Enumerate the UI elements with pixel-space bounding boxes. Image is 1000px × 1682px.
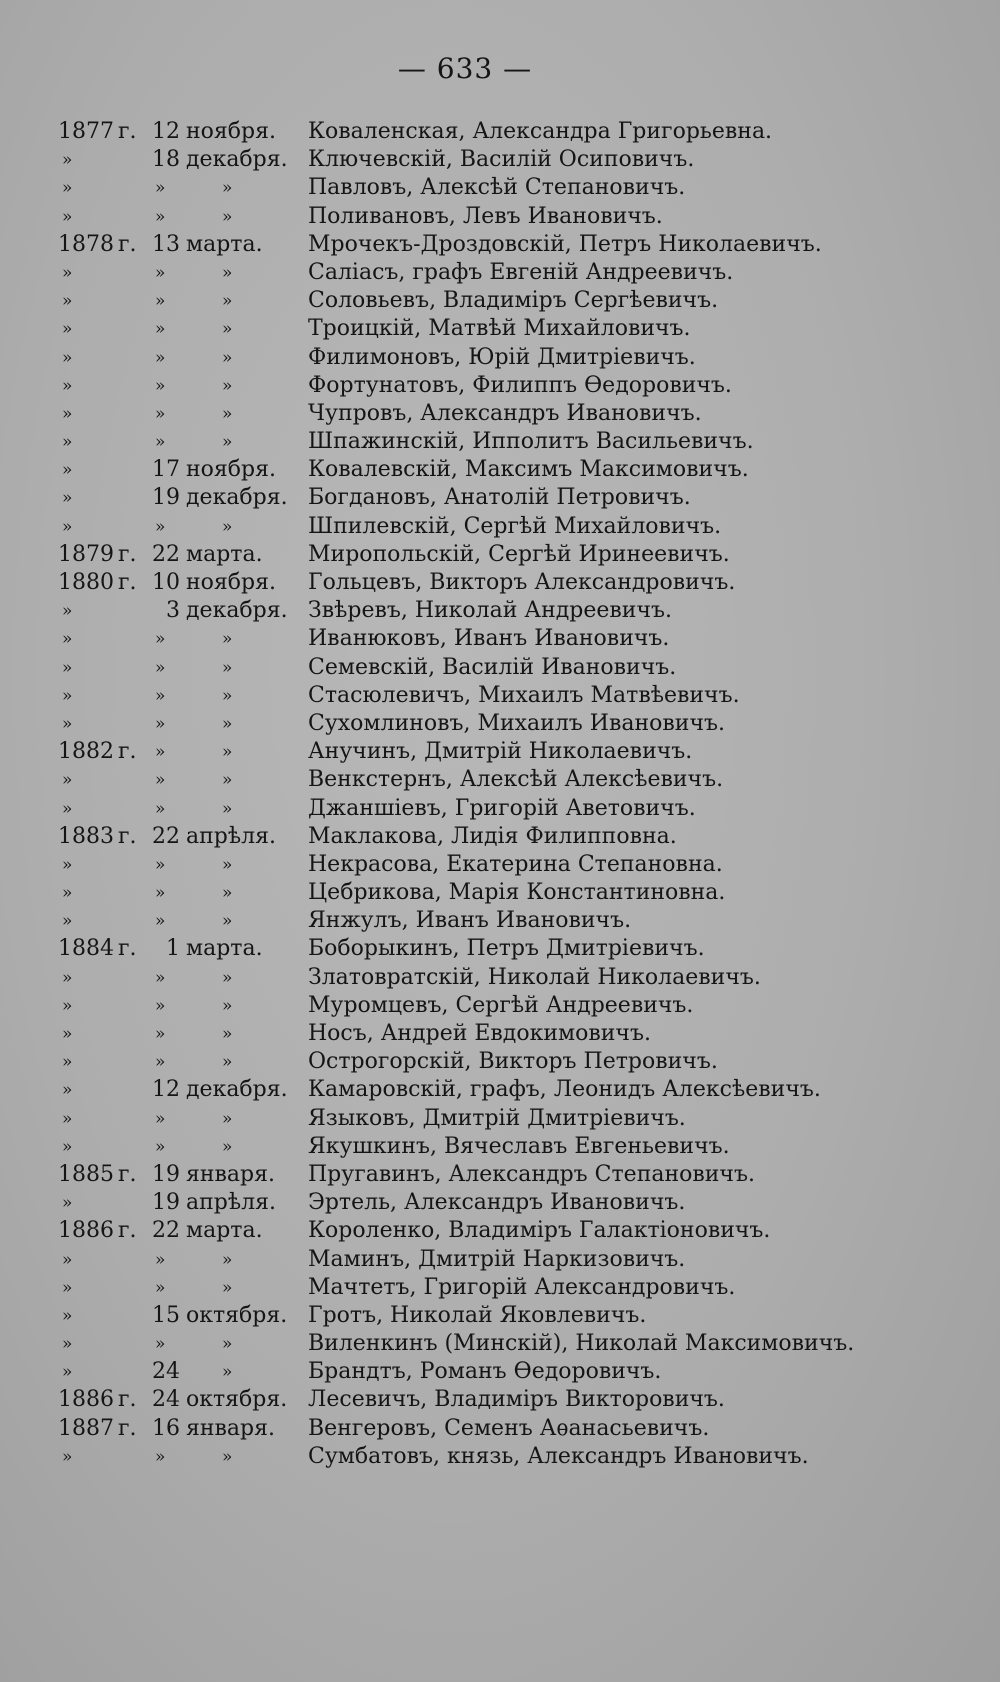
entry-year: » [62,1277,73,1298]
entry-month: » [222,1024,233,1044]
entry-day: » [155,403,166,424]
entry-name: Боборыкинъ, Петръ Дмитріевичъ. [308,936,705,962]
entry-year: » [62,460,73,481]
entry-name: Маминъ, Дмитрій Наркизовичъ. [308,1246,686,1272]
entry-year: » [62,1334,73,1355]
entry-month: ноября. [186,457,276,483]
list-item [0,1302,1000,1330]
entry-day: » [155,967,166,988]
list-item [0,1133,1000,1161]
entry-name: Виленкинъ (Минскій), Николай Максимовичъ. [308,1331,855,1357]
entry-g: г. [118,1161,137,1187]
entry-day: 12 [152,119,180,144]
entry-year: » [62,1052,73,1073]
entry-month: » [222,995,233,1016]
entry-day: » [155,798,166,819]
entry-day: » [155,178,166,199]
entry-month: января. [186,1415,275,1441]
entry-month: » [222,967,233,988]
entry-day: 18 [152,147,180,173]
entry-month: » [222,319,233,340]
entry-year: 1879 [58,541,114,567]
entry-name: Короленко, Владиміръ Галактіоновичъ. [308,1218,771,1244]
entry-year: » [62,347,73,368]
entry-year: » [62,1193,73,1214]
entry-year: 1880 [58,570,114,595]
entry-name: Ключевскій, Василій Осиповичъ. [308,147,695,173]
entry-month: » [222,1362,233,1383]
entry-day: » [155,911,166,932]
entry-day: » [155,516,166,537]
entry-name: Эртель, Александръ Ивановичъ. [308,1190,686,1216]
entry-year: » [62,1249,73,1270]
entry-day: » [155,1108,166,1129]
entry-day: » [155,1052,166,1073]
entry-g: г. [118,739,137,765]
list-item [0,823,1000,851]
entry-month: » [222,1249,233,1270]
entry-g: г. [118,1387,137,1413]
entry-month: » [222,347,233,368]
entry-year: 1883 [58,823,114,849]
list-item [0,1048,1000,1076]
list-item [0,569,1000,597]
entry-name: Джаншіевъ, Григорій Аветовичъ. [308,795,696,821]
list-item [0,456,1000,484]
entry-year: » [62,291,73,312]
list-item [0,992,1000,1020]
entry-name: Сумбатовъ, князь, Александръ Ивановичъ. [308,1443,809,1469]
entry-name: Носъ, Андрей Евдокимовичъ. [308,1021,651,1046]
entry-month: декабря. [186,1077,288,1103]
entry-month: » [222,375,233,396]
entry-day: » [155,742,166,763]
entry-name: Чупровъ, Александръ Ивановичъ. [308,400,702,426]
entry-year: 1877 [58,119,114,144]
entry-day: » [155,995,166,1016]
list-item [0,541,1000,569]
entry-name: Коваленская, Александра Григорьевна. [308,119,773,144]
entry-day: 17 [152,457,180,483]
entry-day: 16 [152,1415,180,1441]
list-item [0,682,1000,710]
entry-year: 1886 [58,1218,114,1244]
entry-name: Иванюковъ, Иванъ Ивановичъ. [308,626,670,652]
page-number: — 633 — [397,52,533,85]
list-item [0,1246,1000,1274]
list-item [0,231,1000,259]
entry-month: » [222,1334,233,1355]
entry-name: Стасюлевичъ, Михаилъ Матвѣевичъ. [308,682,740,708]
list-item [0,1076,1000,1104]
entry-year: » [62,798,73,819]
entry-name: Мачтетъ, Григорій Александровичъ. [308,1274,736,1300]
entry-g: г. [118,823,137,849]
list-item [0,879,1000,907]
entry-year: 1882 [58,739,114,765]
entry-day: » [155,854,166,875]
entry-year: » [62,516,73,537]
list-item [0,654,1000,682]
list-item [0,1415,1000,1443]
entry-year: 1878 [58,231,114,257]
entry-day: » [155,883,166,904]
entry-month: » [222,629,233,650]
entry-name: Острогорскій, Викторъ Петровичъ. [308,1049,718,1075]
list-item [0,1274,1000,1302]
entry-day: » [155,375,166,396]
list-item [0,1358,1000,1386]
list-item [0,1161,1000,1189]
entry-name: Поливановъ, Левъ Ивановичъ. [308,203,663,229]
entry-month: марта. [186,936,263,962]
entry-day: » [155,629,166,650]
entry-day: 19 [152,485,180,511]
entry-month: » [222,798,233,819]
entry-month: » [222,1108,233,1129]
entry-year: » [62,206,73,227]
list-item [0,1386,1000,1414]
entry-name: Цебрикова, Марія Константиновна. [308,880,726,906]
entry-month: » [222,1277,233,1298]
entry-day: 24 [152,1387,180,1413]
list-item [0,907,1000,935]
entry-year: » [62,178,73,199]
entry-month: » [222,854,233,875]
member-list [0,118,1000,1471]
entry-g: г. [118,1218,137,1244]
entry-year: » [62,432,73,453]
entry-day: » [155,347,166,368]
entry-year: 1884 [58,936,114,962]
list-item [0,259,1000,287]
entry-name: Лесевичъ, Владиміръ Викторовичъ. [308,1387,725,1413]
entry-month: » [222,742,233,763]
entry-day: 1 [166,936,180,962]
entry-name: Брандтъ, Романъ Ѳедоровичъ. [308,1359,662,1385]
entry-month: » [222,403,233,424]
list-item [0,513,1000,541]
entry-g: г. [118,119,137,144]
entry-day: 10 [152,570,180,595]
entry-year: » [62,1446,73,1467]
entry-name: Гротъ, Николай Яковлевичъ. [308,1302,647,1328]
entry-day: 24 [152,1359,180,1385]
entry-year: » [62,883,73,904]
entry-day: » [155,206,166,227]
entry-year: » [62,375,73,396]
entry-year: » [62,1305,73,1326]
entry-month: октября. [186,1302,288,1328]
entry-day: 13 [152,231,180,257]
entry-day: » [155,1136,166,1157]
list-item [0,1330,1000,1358]
entry-month: » [222,432,233,453]
entry-name: Звѣревъ, Николай Андреевичъ. [308,598,672,624]
entry-name: Венгеровъ, Семенъ Аѳанасьевичъ. [308,1415,710,1441]
entry-name: Фортунатовъ, Филиппъ Ѳедоровичъ. [308,372,732,398]
entry-name: Шпилевскій, Сергѣй Михайловичъ. [308,513,722,539]
entry-month: декабря. [186,485,288,511]
list-item [0,1189,1000,1217]
entry-year: » [62,319,73,340]
entry-day: » [155,657,166,678]
list-item [0,146,1000,174]
entry-month: декабря. [186,598,288,624]
entry-month: января. [186,1161,275,1187]
entry-name: Троицкій, Матвѣй Михайловичъ. [308,316,691,342]
entry-g: г. [118,1415,137,1441]
entry-month: » [222,657,233,678]
entry-year: » [62,713,73,734]
entry-year: » [62,1362,73,1383]
entry-day: » [155,291,166,312]
entry-name: Павловъ, Алексѣй Степановичъ. [308,175,686,201]
entry-day: » [155,262,166,283]
entry-month: » [222,262,233,283]
list-item [0,851,1000,879]
entry-year: » [62,1024,73,1044]
list-item [0,372,1000,400]
entry-month: » [222,1052,233,1073]
entry-month: ноября. [186,570,276,595]
entry-month: апрѣля. [186,823,276,849]
list-item [0,118,1000,146]
entry-day: » [155,685,166,706]
entry-year: » [62,1108,73,1129]
entry-month: » [222,1446,233,1467]
entry-month: » [222,291,233,312]
entry-day: 19 [152,1190,180,1216]
entry-month: » [222,685,233,706]
entry-year: 1886 [58,1387,114,1413]
entry-day: 15 [152,1302,180,1328]
list-item [0,287,1000,315]
entry-name: Шпажинскій, Ипполитъ Васильевичъ. [308,429,754,455]
entry-month: » [222,883,233,904]
entry-month: октября. [186,1387,288,1413]
list-item [0,597,1000,625]
entry-month: марта. [186,231,263,257]
entry-name: Якушкинъ, Вячеславъ Евгеньевичъ. [308,1133,730,1159]
entry-name: Златовратскій, Николай Николаевичъ. [308,964,761,990]
entry-name: Ковалевскій, Максимъ Максимовичъ. [308,457,749,483]
entry-name: Анучинъ, Дмитрій Николаевичъ. [308,739,693,765]
list-item [0,625,1000,653]
entry-name: Мрочекъ-Дроздовскій, Петръ Николаевичъ. [308,231,822,257]
list-item [0,795,1000,823]
list-item [0,935,1000,963]
list-item [0,738,1000,766]
entry-month: марта. [186,541,263,567]
list-item [0,203,1000,231]
list-item [0,1020,1000,1048]
entry-name: Миропольскій, Сергѣй Иринеевичъ. [308,541,730,567]
entry-year: » [62,685,73,706]
entry-name: Языковъ, Дмитрій Дмитріевичъ. [308,1105,686,1131]
list-item [0,315,1000,343]
entry-name: Янжулъ, Иванъ Ивановичъ. [308,908,632,934]
entry-month: » [222,770,233,791]
entry-name: Филимоновъ, Юрій Дмитріевичъ. [308,344,696,370]
entry-year: » [62,967,73,988]
entry-month: ноября. [186,119,276,144]
entry-year: » [62,403,73,424]
list-item [0,1217,1000,1245]
entry-year: » [62,1080,73,1101]
entry-name: Гольцевъ, Викторъ Александровичъ. [308,570,736,595]
list-item [0,344,1000,372]
entry-month: » [222,206,233,227]
entry-year: » [62,854,73,875]
entry-month: » [222,1136,233,1157]
entry-year: » [62,911,73,932]
entry-day: 22 [152,823,180,849]
entry-year: » [62,150,73,171]
entry-g: г. [118,936,137,962]
entry-year: 1885 [58,1161,114,1187]
entry-g: г. [118,541,137,567]
entry-year: » [62,770,73,791]
entry-day: » [155,1334,166,1355]
entry-name: Пругавинъ, Александръ Степановичъ. [308,1161,755,1187]
entry-day: 22 [152,541,180,567]
entry-year: » [62,262,73,283]
entry-day: » [155,713,166,734]
entry-day: » [155,1024,166,1044]
entry-name: Сухомлиновъ, Михаилъ Ивановичъ. [308,710,725,736]
entry-day: » [155,319,166,340]
entry-month: » [222,713,233,734]
list-item [0,710,1000,738]
entry-name: Маклакова, Лидія Филипповна. [308,823,677,849]
entry-year: » [62,657,73,678]
entry-year: » [62,629,73,650]
entry-month: марта. [186,1218,263,1244]
entry-name: Камаровскій, графъ, Леонидъ Алексѣевичъ. [308,1077,821,1103]
list-item [0,400,1000,428]
entry-name: Некрасова, Екатерина Степановна. [308,851,723,877]
entry-day: 19 [152,1161,180,1187]
entry-month: » [222,911,233,932]
list-item [0,766,1000,794]
entry-day: 22 [152,1218,180,1244]
list-item [0,174,1000,202]
entry-year: » [62,1136,73,1157]
entry-day: 3 [166,598,180,624]
entry-year: » [62,601,73,622]
entry-name: Муромцевъ, Сергѣй Андреевичъ. [308,992,694,1018]
entry-name: Соловьевъ, Владиміръ Сергѣевичъ. [308,288,719,314]
entry-name: Семевскій, Василій Ивановичъ. [308,654,677,680]
entry-day: 12 [152,1077,180,1103]
list-item [0,428,1000,456]
entry-g: г. [118,231,137,257]
list-item [0,964,1000,992]
entry-name: Венкстернъ, Алексѣй Алексѣевичъ. [308,767,724,793]
entry-month: декабря. [186,147,288,173]
entry-name: Саліасъ, графъ Евгеній Андреевичъ. [308,259,734,285]
list-item [0,1105,1000,1133]
entry-month: апрѣля. [186,1190,276,1216]
list-item [0,484,1000,512]
entry-month: » [222,178,233,199]
entry-day: » [155,1249,166,1270]
entry-g: г. [118,570,137,595]
list-item [0,1443,1000,1471]
entry-name: Богдановъ, Анатолій Петровичъ. [308,485,691,511]
entry-day: » [155,1446,166,1467]
entry-day: » [155,770,166,791]
entry-month: » [222,516,233,537]
entry-year: » [62,488,73,509]
entry-year: 1887 [58,1415,114,1441]
entry-day: » [155,1277,166,1298]
entry-day: » [155,432,166,453]
entry-year: » [62,995,73,1016]
